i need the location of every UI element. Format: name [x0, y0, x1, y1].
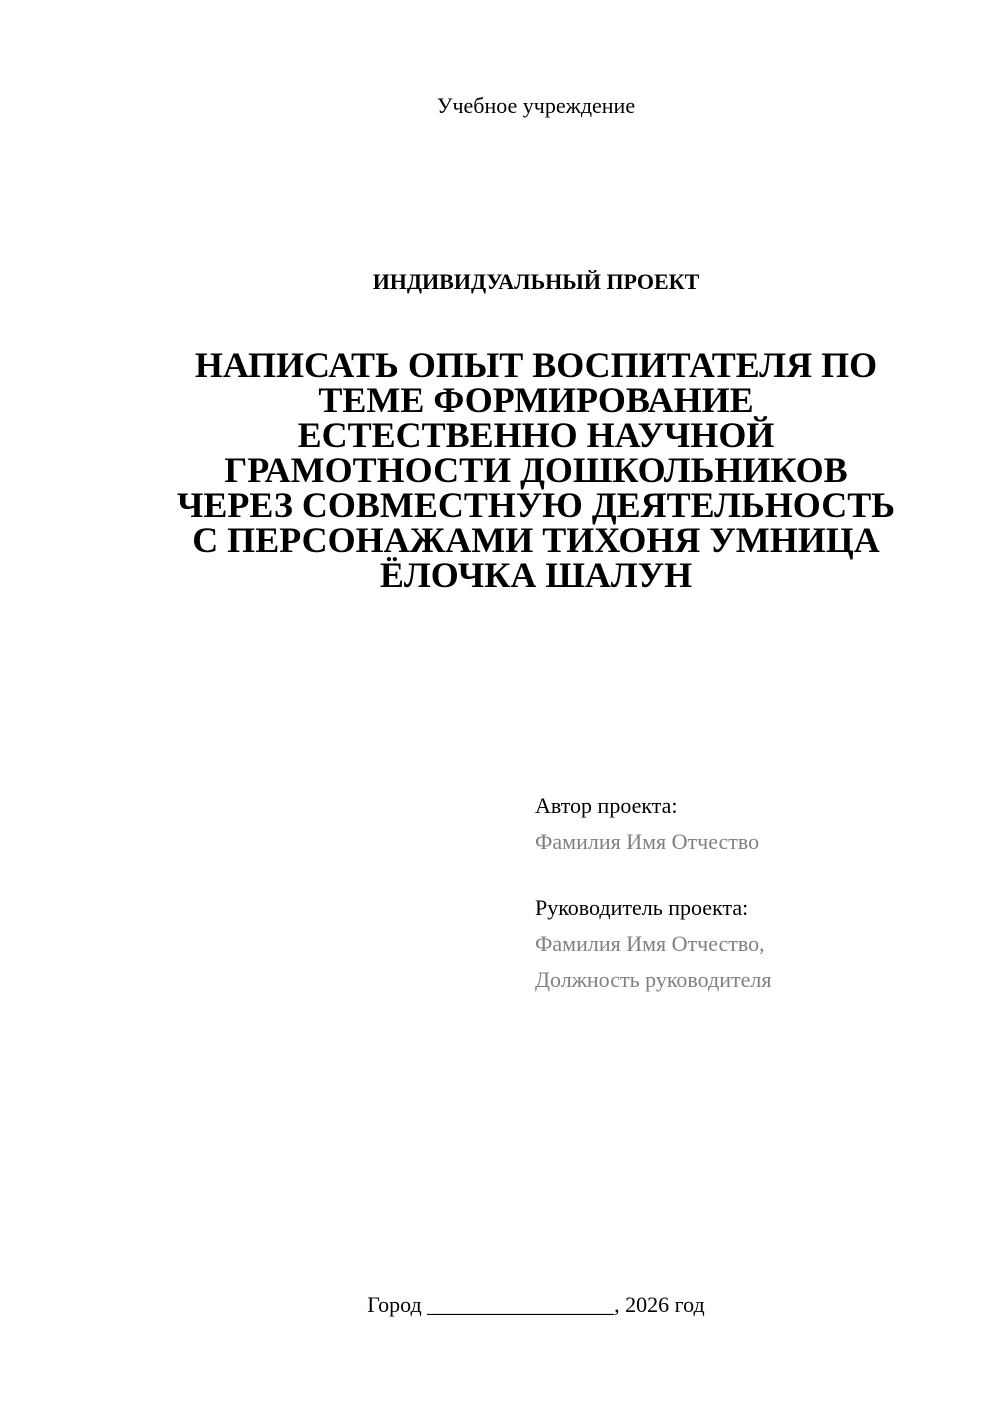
spacer	[535, 860, 975, 890]
institution-name: Учебное учреждение	[436, 93, 636, 118]
title-line: ТЕМЕ ФОРМИРОВАНИЕ	[318, 380, 754, 420]
title-line: ЁЛОЧКА ШАЛУН	[379, 555, 693, 595]
author-name: Фамилия Имя Отчество	[535, 829, 760, 854]
title-line: ГРАМОТНОСТИ ДОШКОЛЬНИКОВ	[224, 450, 848, 490]
author-label: Автор проекта:	[535, 793, 678, 818]
title-line: ЕСТЕСТВЕННО НАУЧНОЙ	[297, 415, 775, 455]
supervisor-label: Руководитель проекта:	[535, 895, 749, 920]
supervisor-name: Фамилия Имя Отчество,	[535, 931, 765, 956]
document-type: ИНДИВИДУАЛЬНЫЙ ПРОЕКТ	[372, 269, 700, 294]
supervisor-position: Должность руководителя	[535, 967, 772, 992]
title-line: С ПЕРСОНАЖАМИ ТИХОНЯ УМНИЦА	[192, 520, 880, 560]
credits-block	[535, 788, 975, 998]
city-year-line: Город _________________, 2026 год	[367, 1292, 705, 1317]
title-line: ЧЕРЕЗ СОВМЕСТНУЮ ДЕЯТЕЛЬНОСТЬ	[176, 485, 896, 525]
title-line: НАПИСАТЬ ОПЫТ ВОСПИТАТЕЛЯ ПО	[194, 345, 878, 385]
project-title	[130, 345, 942, 595]
